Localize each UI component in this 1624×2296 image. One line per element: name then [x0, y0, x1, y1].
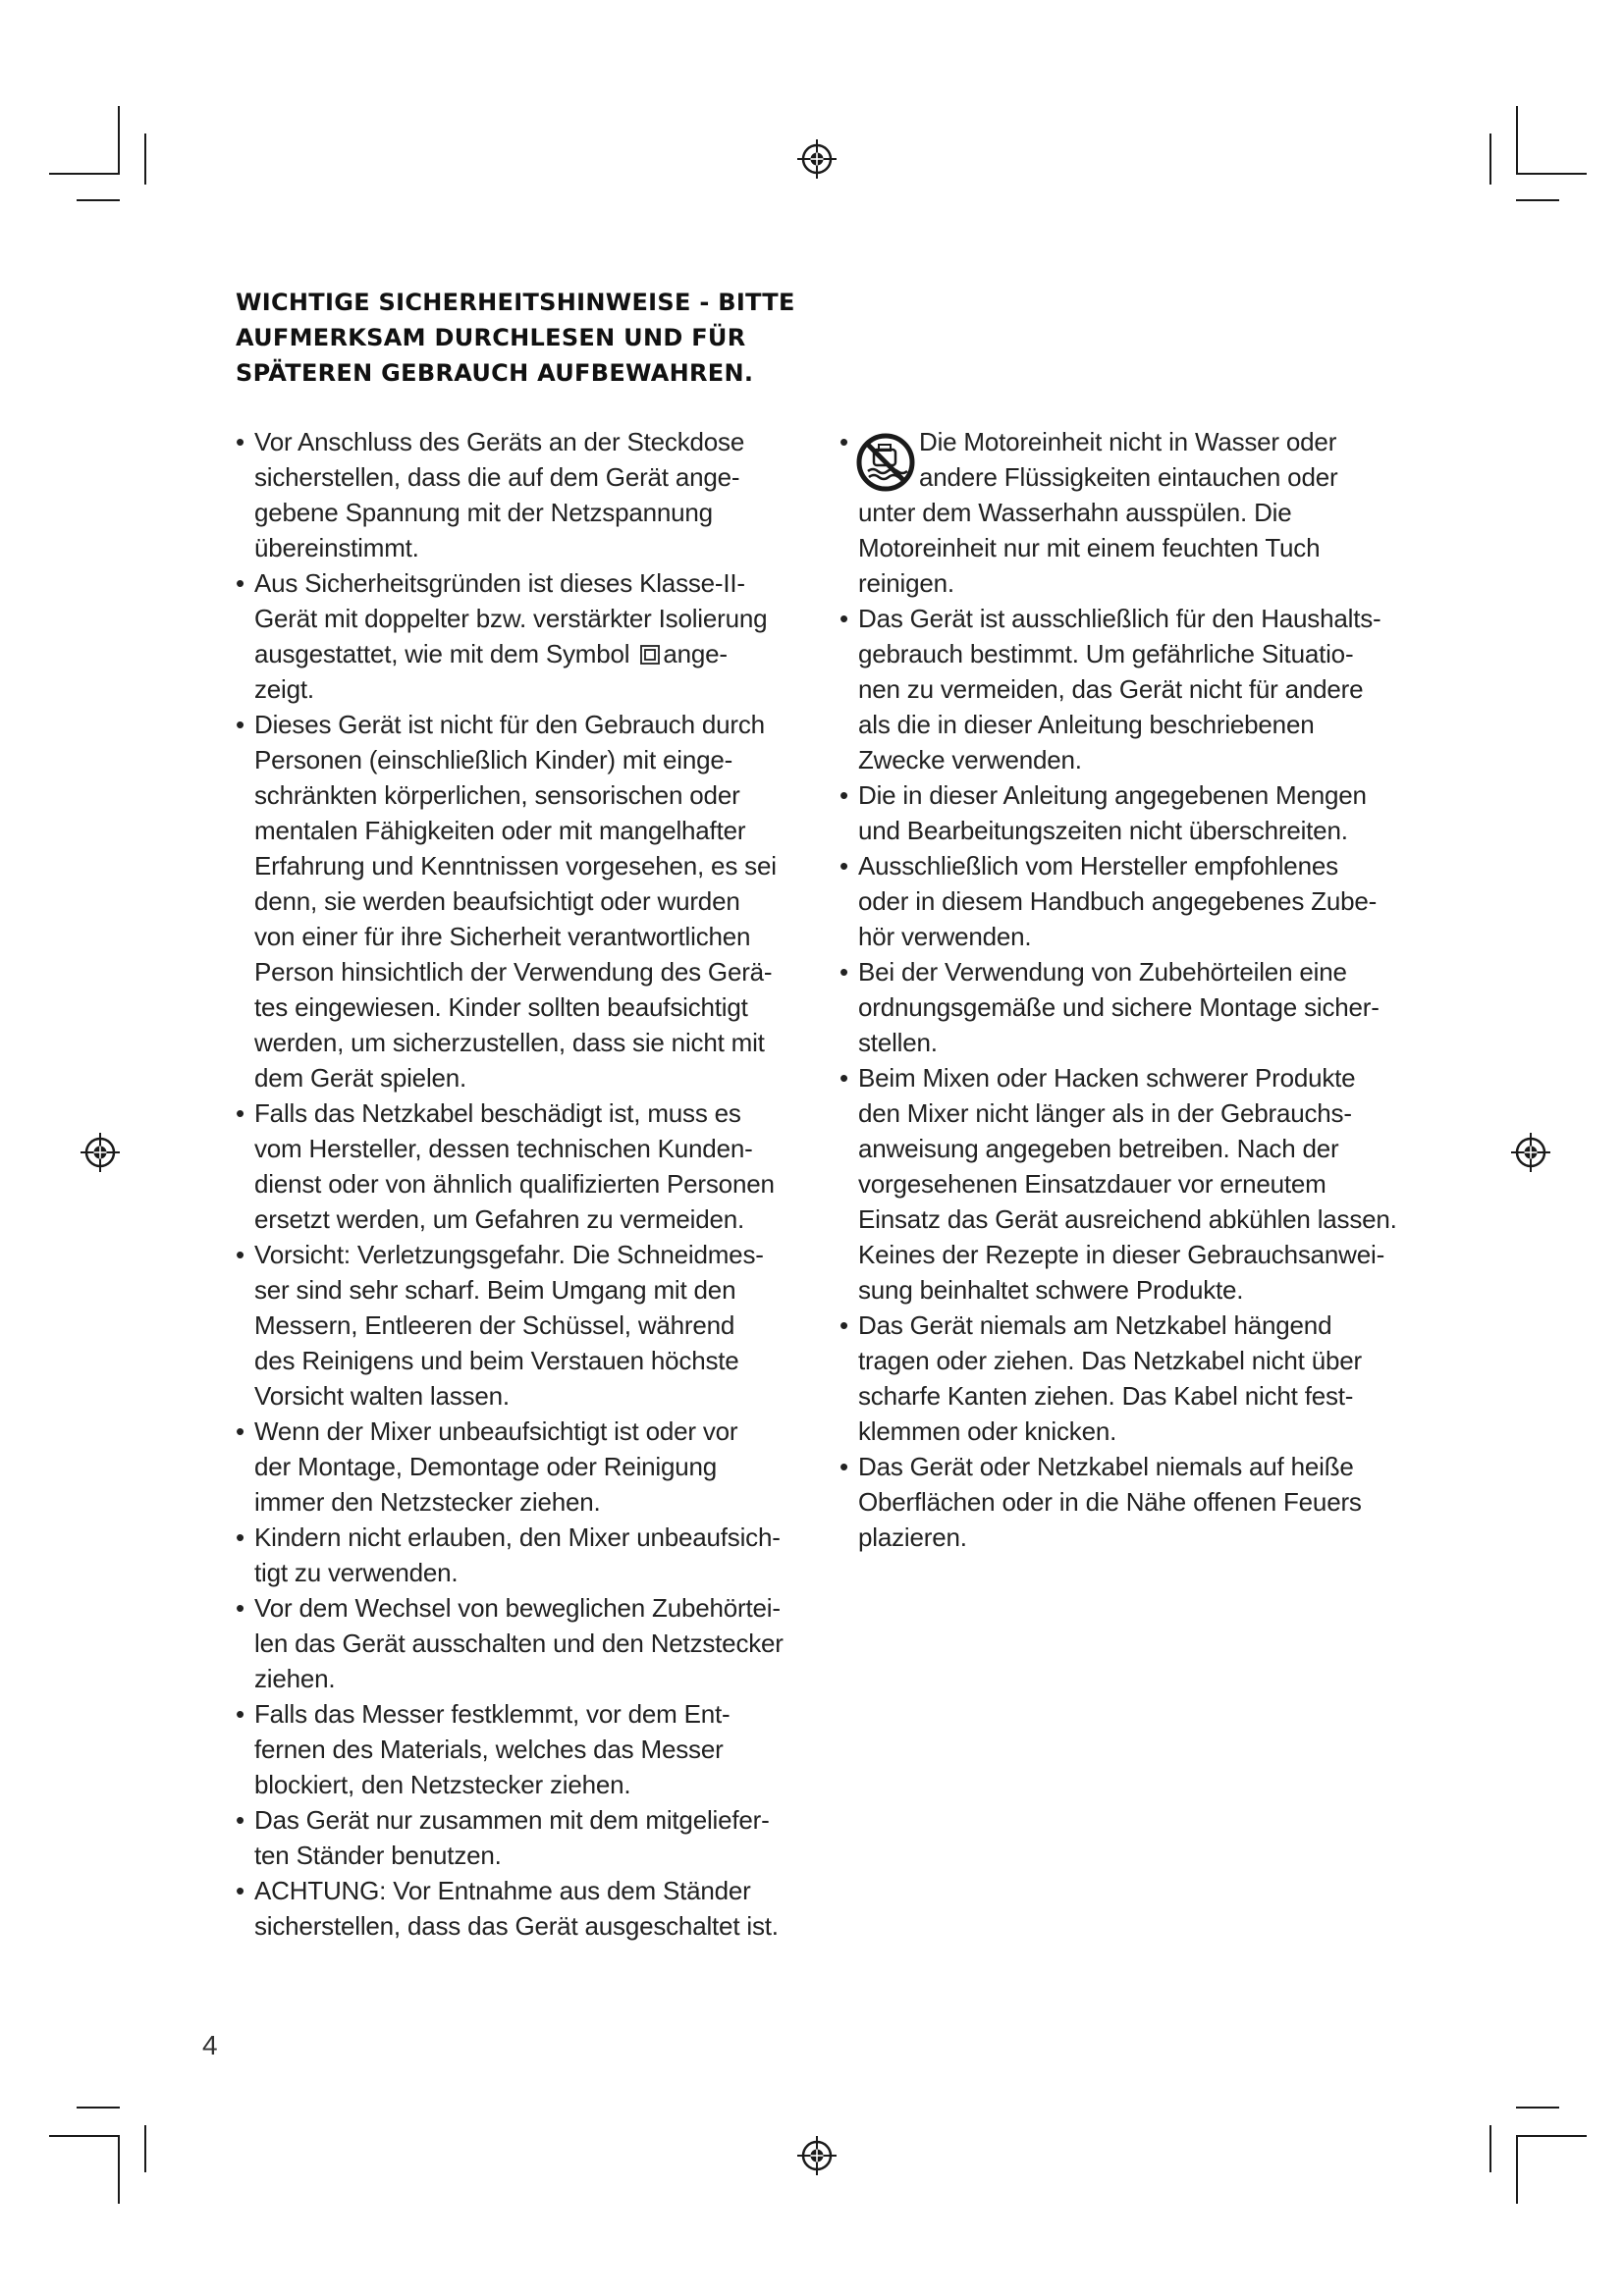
text-line: • Das Gerät niemals am Netzkabel hängend: [858, 1310, 1332, 1340]
text-line: • Die in dieser Anleitung angegebenen Mengen: [858, 780, 1367, 810]
text-line: denn, sie werden beaufsichtigt oder wurden: [254, 886, 740, 916]
text-line: Vorsicht walten lassen.: [254, 1381, 510, 1411]
list-item: [839, 601, 1409, 777]
text-line: plazieren.: [858, 1522, 967, 1552]
crop-mark: [49, 2135, 120, 2137]
text-line: andere Flüssigkeiten eintauchen oder: [919, 462, 1338, 492]
text-line: • Das Gerät nur zusammen mit dem mitgeliefer-: [254, 1805, 770, 1835]
double-square-icon: [640, 645, 660, 665]
list-item: [236, 1696, 803, 1802]
text-line: Messern, Entleeren der Schüssel, während: [254, 1310, 735, 1340]
text-line: blockiert, den Netzstecker ziehen.: [254, 1770, 631, 1799]
text-line: tigt zu verwenden.: [254, 1558, 459, 1587]
text-line: gebrauch bestimmt. Um gefährliche Situatio-: [858, 639, 1354, 668]
crop-mark: [1489, 2125, 1491, 2172]
crop-mark: [1516, 106, 1518, 175]
list-item: [839, 777, 1409, 848]
text-line: Gerät mit doppelter bzw. verstärkter Isolierung: [254, 604, 768, 633]
list-item: [236, 1802, 803, 1873]
text-line: von einer für ihre Sicherheit verantwortlichen: [254, 922, 751, 951]
text-line: vom Hersteller, dessen technischen Kunden-: [254, 1134, 753, 1163]
text-line: • Vor dem Wechsel von beweglichen Zubehörtei-: [254, 1593, 781, 1623]
text-line: der Montage, Demontage oder Reinigung: [254, 1452, 718, 1481]
list-item: [839, 1308, 1409, 1449]
list-item: [236, 1590, 803, 1696]
text-line: Motoreinheit nur mit einem feuchten Tuch: [858, 533, 1321, 562]
crop-mark: [77, 2107, 120, 2109]
text-line: sicherstellen, dass das Gerät ausgeschaltet ist.: [254, 1911, 779, 1941]
text-line: • Vorsicht: Verletzungsgefahr. Die Schneidmes-: [254, 1240, 764, 1269]
text-line: Personen (einschließlich Kinder) mit einge-: [254, 745, 733, 774]
text-line: • Das Gerät oder Netzkabel niemals auf heiße: [858, 1452, 1354, 1481]
left-instruction-list: [236, 424, 803, 1944]
text-line: vorgesehenen Einsatzdauer vor erneutem: [858, 1169, 1326, 1199]
text-line: stellen.: [858, 1028, 938, 1057]
text-line: Oberflächen oder in die Nähe offenen Feuers: [858, 1487, 1362, 1517]
text-line: Einsatz das Gerät ausreichend abkühlen lassen.: [858, 1204, 1397, 1234]
text-line: nen zu vermeiden, das Gerät nicht für andere: [858, 674, 1364, 704]
list-item: [236, 1873, 803, 1944]
text-line: len das Gerät ausschalten und den Netzstecker: [254, 1629, 784, 1658]
text-line: sicherstellen, dass die auf dem Gerät ange-: [254, 462, 740, 492]
text-line: • Vor Anschluss des Geräts an der Steckdose: [254, 427, 745, 456]
heading-line: AUFMERKSAM DURCHLESEN UND FÜR: [236, 324, 746, 351]
text-line: Zwecke verwenden.: [858, 745, 1082, 774]
text-line: zeigt.: [254, 674, 314, 704]
text-line: dem Gerät spielen.: [254, 1063, 467, 1093]
text-line: schränkten körperlichen, sensorischen oder: [254, 780, 740, 810]
text-line: • Wenn der Mixer unbeaufsichtigt ist oder vor: [254, 1416, 738, 1446]
text-line: • Falls das Netzkabel beschädigt ist, muss es: [254, 1098, 741, 1128]
crop-mark: [49, 173, 120, 175]
text-line: als die in dieser Anleitung beschriebenen: [858, 710, 1315, 739]
text-line: • Ausschließlich vom Hersteller empfohlenes: [858, 851, 1338, 881]
crop-mark: [1516, 2135, 1587, 2137]
heading-line: WICHTIGE SICHERHEITSHINWEISE - BITTE: [236, 289, 795, 316]
heading-line: SPÄTEREN GEBRAUCH AUFBEWAHREN.: [236, 359, 754, 387]
text-line: • Die Motoreinheit nicht in Wasser oder: [919, 427, 1337, 456]
text-line: ten Ständer benutzen.: [254, 1841, 502, 1870]
list-item: [839, 954, 1409, 1060]
crop-mark: [1489, 133, 1491, 185]
text-line: • Bei der Verwendung von Zubehörteilen eine: [858, 957, 1347, 987]
text-line: reinigen.: [858, 568, 954, 598]
text-line: Person hinsichtlich der Verwendung des Gerä-: [254, 957, 773, 987]
list-item: [236, 565, 803, 707]
text-line: immer den Netzstecker ziehen.: [254, 1487, 601, 1517]
crop-mark: [118, 106, 120, 175]
page-number: 4: [202, 2030, 218, 2060]
text-line: tes eingewiesen. Kinder sollten beaufsichtigt: [254, 992, 748, 1022]
text-line: werden, um sicherzustellen, dass sie nicht mit: [254, 1028, 765, 1057]
text-line: hör verwenden.: [858, 922, 1032, 951]
text-line: oder in diesem Handbuch angegebenes Zube-: [858, 886, 1378, 916]
text-line: • Dieses Gerät ist nicht für den Gebrauch durch: [254, 710, 765, 739]
text-line: ziehen.: [254, 1664, 336, 1693]
crop-mark: [1516, 199, 1559, 201]
list-item: [236, 1095, 803, 1237]
list-item: [236, 707, 803, 1095]
text-line: sung beinhaltet schwere Produkte.: [858, 1275, 1244, 1305]
text-line: anweisung angegeben betreiben. Nach der: [858, 1134, 1339, 1163]
text-line: ersetzt werden, um Gefahren zu vermeiden.: [254, 1204, 745, 1234]
text-line: • Das Gerät ist ausschließlich für den Haushalts-: [858, 604, 1381, 633]
registration-target-icon: [79, 1131, 122, 1174]
right-instruction-list: [839, 424, 1409, 1555]
text-line: des Reinigens und beim Verstauen höchste: [254, 1346, 739, 1375]
text-line: mentalen Fähigkeiten oder mit mangelhafter: [254, 816, 746, 845]
text-line: Erfahrung und Kenntnissen vorgesehen, es sei: [254, 851, 777, 881]
list-item: [236, 1237, 803, 1414]
text-line: • Aus Sicherheitsgründen ist dieses Klasse-II-: [254, 568, 745, 598]
text-line: • Falls das Messer festklemmt, vor dem Ent-: [254, 1699, 731, 1729]
safety-heading: [236, 285, 864, 391]
text-line: Keines der Rezepte in dieser Gebrauchsanwei-: [858, 1240, 1385, 1269]
crop-mark: [1516, 173, 1587, 175]
text-fragment: ange-: [663, 639, 728, 668]
text-line: • Kindern nicht erlauben, den Mixer unbeaufsich-: [254, 1522, 781, 1552]
list-item: [839, 1449, 1409, 1555]
registration-target-icon: [1509, 1131, 1552, 1174]
list-item: [839, 424, 1409, 601]
crop-mark: [118, 2135, 120, 2204]
registration-target-icon: [795, 2134, 839, 2177]
text-line: • ACHTUNG: Vor Entnahme aus dem Ständer: [254, 1876, 751, 1905]
text-line: klemmen oder knicken.: [858, 1416, 1117, 1446]
text-line: scharfe Kanten ziehen. Das Kabel nicht fest-: [858, 1381, 1354, 1411]
text-line: tragen oder ziehen. Das Netzkabel nicht über: [858, 1346, 1362, 1375]
crop-mark: [1516, 2135, 1518, 2204]
text-line: dienst oder von ähnlich qualifizierten Personen: [254, 1169, 775, 1199]
crop-mark: [144, 133, 146, 185]
text-line: und Bearbeitungszeiten nicht überschreiten.: [858, 816, 1348, 845]
text-line: unter dem Wasserhahn ausspülen. Die: [858, 498, 1292, 527]
crop-mark: [1516, 2107, 1559, 2109]
text-fragment: ausgestattet, wie mit dem Symbol: [254, 639, 637, 668]
text-line: ser sind sehr scharf. Beim Umgang mit den: [254, 1275, 736, 1305]
text-line: [254, 636, 803, 671]
list-item: [839, 848, 1409, 954]
list-item: [236, 1520, 803, 1590]
registration-target-icon: [795, 137, 839, 181]
list-item: [236, 424, 803, 565]
crop-mark: [144, 2125, 146, 2172]
text-line: gebene Spannung mit der Netzspannung: [254, 498, 713, 527]
crop-mark: [77, 199, 120, 201]
list-item: [839, 1060, 1409, 1308]
text-line: • Beim Mixen oder Hacken schwerer Produkte: [858, 1063, 1356, 1093]
list-item: [236, 1414, 803, 1520]
text-line: den Mixer nicht länger als in der Gebrauchs-: [858, 1098, 1352, 1128]
text-line: ordnungsgemäße und sichere Montage sicher-: [858, 992, 1380, 1022]
text-line: fernen des Materials, welches das Messer: [254, 1735, 724, 1764]
text-line: übereinstimmt.: [254, 533, 419, 562]
